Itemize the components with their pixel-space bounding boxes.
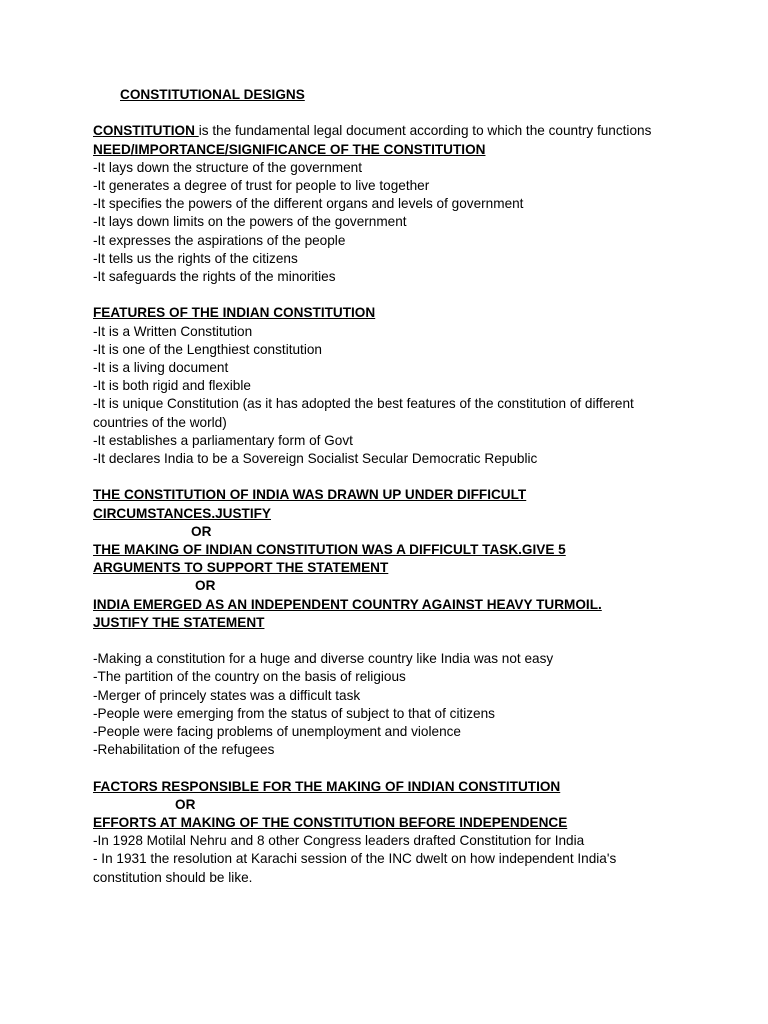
need-item: -It lays down limits on the powers of the government — [93, 214, 407, 230]
need-item: -It generates a degree of trust for people to live together — [93, 178, 430, 193]
spacer — [93, 468, 683, 486]
factors-heading: FACTORS RESPONSIBLE FOR THE MAKING OF INDIAN CONSTITUTION — [93, 778, 561, 794]
spacer — [93, 104, 683, 122]
difficult-item: -Merger of princely states was a difficult task — [93, 687, 361, 703]
difficult-item: -Rehabilitation of the refugees — [93, 742, 275, 758]
feature-item: -It establishes a parliamentary form of Govt — [93, 432, 353, 448]
need-item: -It tells us the rights of the citizens — [93, 250, 298, 266]
difficult-item: -The partition of the country on the basis of religious — [93, 669, 406, 685]
features-heading: FEATURES OF THE INDIAN CONSTITUTION — [93, 305, 376, 321]
difficult-question-1-cont: CIRCUMSTANCES.JUSTIFY — [93, 505, 271, 521]
spacer — [93, 759, 683, 777]
spacer — [93, 632, 683, 650]
need-item: -It safeguards the rights of the minorities — [93, 269, 336, 285]
factor-item: -In 1928 Motilal Nehru and 8 other Congress leaders drafted Constitution for India — [93, 833, 585, 849]
definition-text: is the fundamental legal document according to which the country functions — [198, 123, 652, 139]
efforts-heading: EFFORTS AT MAKING OF THE CONSTITUTION BEFORE INDEPENDENCE — [93, 815, 568, 831]
difficult-question-2: THE MAKING OF INDIAN CONSTITUTION WAS A DIFFICULT TASK.GIVE 5 — [93, 542, 566, 558]
document-page — [93, 86, 683, 887]
definition-term: CONSTITUTION — [93, 123, 199, 139]
difficult-question-3: INDIA EMERGED AS AN INDEPENDENT COUNTRY AGAINST HEAVY TURMOIL. — [93, 596, 602, 612]
difficult-item: -Making a constitution for a huge and diverse country like India was not easy — [93, 651, 554, 667]
feature-item: -It is a living document — [93, 360, 229, 376]
page-title: CONSTITUTIONAL DESIGNS — [120, 87, 305, 102]
feature-item: -It is unique Constitution (as it has adopted the best features of the constitution of different countries of the world) — [93, 396, 634, 430]
need-heading: NEED/IMPORTANCE/SIGNIFICANCE OF THE CONSTITUTION — [93, 141, 486, 157]
feature-item: -It declares India to be a Sovereign Socialist Secular Democratic Republic — [93, 451, 538, 467]
feature-item: -It is one of the Lengthiest constitution — [93, 341, 322, 357]
definition-paragraph — [93, 122, 683, 140]
or-separator: OR — [175, 796, 196, 812]
difficult-question-1: THE CONSTITUTION OF INDIA WAS DRAWN UP UNDER DIFFICULT — [93, 487, 527, 503]
spacer — [93, 286, 683, 304]
difficult-question-2-cont: ARGUMENTS TO SUPPORT THE STATEMENT — [93, 560, 389, 576]
feature-item: -It is both rigid and flexible — [93, 378, 251, 394]
or-separator: OR — [191, 523, 212, 539]
factor-item: - In 1931 the resolution at Karachi session of the INC dwelt on how independent India's constitution should be like. — [93, 851, 617, 885]
need-item: -It specifies the powers of the different organs and levels of government — [93, 196, 524, 212]
need-item: -It lays down the structure of the government — [93, 159, 362, 175]
need-item: -It expresses the aspirations of the people — [93, 232, 346, 248]
difficult-item: -People were facing problems of unemployment and violence — [93, 724, 461, 740]
difficult-question-3-cont: JUSTIFY THE STATEMENT — [93, 614, 265, 630]
or-separator: OR — [195, 578, 216, 594]
difficult-item: -People were emerging from the status of subject to that of citizens — [93, 705, 495, 721]
feature-item: -It is a Written Constitution — [93, 323, 253, 339]
